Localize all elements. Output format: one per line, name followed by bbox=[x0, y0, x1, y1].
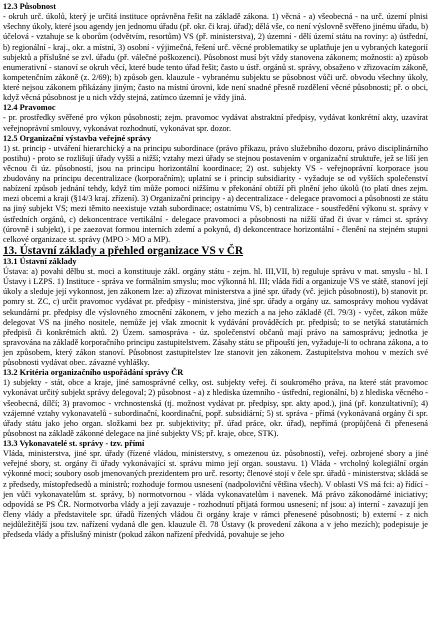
chapter-heading-13: 13. Ústavní základy a přehled organizace VS v ČR bbox=[3, 244, 244, 257]
section-heading-13-2: 13.2 Kritéria organizačního uspořádání správy ČR bbox=[3, 368, 184, 378]
section-body-12-5: 1) st. princip - utváření hierarchický a na principu subordinace (právo příkazu, právo služebního dozoru, právo disciplinárního postihu) - proto se rozlišují úřady vyšší a nižší; vztahy mezi úřady se stejnou postavením v organizační struktuře, jež se liší jen věcnou či úz. působností, jsou na principu horizontální koordinace; 2) ost. subjekty VS - veřejnoprávní korporace jsou zbudovány na principu decentralizace (korporačním); uplatní se i princip subsidiarity - vyžaduje se od vyšších společenství nabízení způsob jednání tehdy, když tím může pomoci nižšímu v překonání obtíží při plnění jeho úkolů (to platí dnes zejm. mezi obcemi a kraji (§14/3 kraj. zřízení). 3) Organizační principy - a) decentralizace - delegace pravomoci a působnosti ze státu na jiný subjekt VS; mezi těmito neexistuje vztah subordinace; ostatnímu VS, b) centralizace - soustředění výkonu st. správy v ústředních orgánů, c) dekoncentrace vertikální - delegace pravomoci a působnosti na nižší úřad či úvar v rámci st. správy (úrovně i subjekt), i pe zaezovat formou interních zdemí a pokynů, d) dekoncentrace horizontální - členění na stejném stupni celkové organizace st. správy (MPO > MO a MP). bbox=[3, 143, 428, 244]
section-body-13-3: Vláda, ministerstva, jiné spr. úřady (řízené vládou, ministerstvy, s omezenou úz. působností), veřej. ozbrojené sbory a jiné veřejné sbory, st. orgány či úřady vykonávající st. správu mimo její organ. soustavu. 1) Vláda - vrcholný kolegiální orgán výkonné moci; soubory osob jmenovaných prezidentem pro urč. resorty; členové stojí v čele spr. úřadů - ministerstva; skládá se z předsedy, místopředsedů a ministrů; rozhoduje formou usnesení (nadpoloviční většina všech). V oblasti VS má fci: a) řídící - jen vůči vykonavatelům st. správy, b) normotvornou - vláda vykonavatelům i navenek. Má právo zákonodárné iniciativy; odpovídá se PS ČR. Normotvorba vlády a její zavazuje - rozhodnutí přijatá formou usnesení; nf jsou: a) interní - zavazují jen členy vlády a představitele spr. úřadů řízených vládou či orgány kraje v rámci přenesené působnosti; b) externí - z nich nejdůležitější jsou tzv. nařízení vydaná dle gen. klauzule čl. 78 Ústavy (k provedení zákona a v jeho mezích); podepisuje je předseda vlády a příslušný ministr (pokud zákon nařízení předvídá, povahuje se jeho bbox=[3, 449, 428, 539]
section-heading-12-3: 12.3 Působnost bbox=[3, 2, 57, 11]
section-body-13-2: 1) subjekty - stát, obce a kraje, jiné samosprávné celky, ost. subjekty veřej. či soukromého práva, na které stát pravomoc vykonávat určitý subjekt správy delegoval; 2) působnost - a) z hlediska územního - ústřední, regionální, b) z hlediska věcného - všeobecná, dílčí; 3) pravomoc - vrchnostenská (tj. možnost vydávat pr. předpisy, spr. akty apod.), jiná (př. konzultativní); 4) vzájemné vztahy vykonavatelů - subordinační, koordinační, popř. subsidiární; 5) st. správa - přímá (vykonávaná orgány či spr. úřady státu jako jeho organ. složkami bez pr. subjektivity; př. úřad práce, okr. úřad), nepřímá (propůjčená či přenesená působnost na základě zákonné delegace na jiné subjekty VS; př. kraje, obce, STK). bbox=[3, 378, 428, 438]
section-body-12-3: - okruh urč. úkolů, který je určitá instituce oprávněna řešit na základě zákona. 1) věcná - a) všeobecná - na urč. území plnisi všechny úkoly, které jsou agendy jen jednomu úřadu (př. okr. či kraj. úřad); dělá vše, co není výslovně svěřeno jinému úřadu, b) účelová - vztahuje se k oborům (odvětvím, resortům) VS (př. ministerstva), 2) územní - dělí území státu na roviny: a) ústřední, b) regionální - kraj., okr. a místní, 3) osobní - výjimečná, řešení urč. věcné problematiky se uplatňuje jen u vybraných kategorií subjektů a příslušné se zvl. úřadu (př. válečné poškozenci). Působnost musí být vždy stanovena zákonem; možnosti: a) způsob enumerativní - stanoví se okruh věcí, které bude tento úřad řešit; často u ústř. orgánů st. správy, obsaženo v zřizovacím zákoně, kompetenčním zákoně (z. 2/69); b) způsob gen. klauzule - vybranému subjektu se působnost vůči urč. obvodu všechny úkoly, které nejsou zákonem přikázány jiným; často na místní úrovni, kde není snadné přesně rozdělení věcné působnosti; př. o obci, když věcná působnost je u nich vždy stejná, zatímco územní je vždy jiná. bbox=[3, 12, 428, 103]
section-body-13-1: Ústava: a) povahi dělbu st. moci a konstituuje zákl. orgány státu - zejm. hl. III,VII, b) reguluje správu v mat. smyslu - hl. I Ústavy i LZPS. 1) Instituce - správa ve formálním smyslu; moc výkonná hl. III; vláda řídí a organizuje VS ve státě, stanoví její úkoly a sleduje její vykonnost, jen zákonem lze: a) zřizovat ministerstva a jiné spr. úřady (vč. jejich působnosti), b) stanovit pr. pomry st. ZC, c) určit pravomoc vydávat pr. předpisy - ministerstva, jiné spr. úřady a orgány uz. samosprávy mohou vydávat sekundární pr. předpisy dle výslovného zmocnění zákonem, v jeho mezích a na jeho základě (čl. 79/3) - vyčet, zákon může delegovat VS na jiného nositele, nemůže jej však zmocnit k vydávání prováděcích pr. předpisů; to se netýká statutárních předpisů či konkrétních aktů. 2) Územ. samospráva - úz. společenství občanů mají právo na samosprávu; jednotka je spravována na základě korporačního principu zastupitelstvem. Zásahy státu se připouští jen, vyžaduje-li to ochrana zákona, a to jen způsobem, který zákon stanoví. Působnost zastupitelstev lze stanovit jen zákonem. Zastupitelstva mohou v mezích své působnosti vydávat obec. závazné vyhlášky. bbox=[3, 267, 428, 367]
section-heading-12-4: 12.4 Pravomoc bbox=[3, 103, 56, 113]
section-body-12-4: - pr. prostředky svěřené pro výkon působnosti; zejm. pravomoc vydávat abstraktní předpisy, vydávat konkrétní akty, uzavírat veřejnoprávní smlouvy, vykonávat rozhodnutí, vykonávat spr. dozor. bbox=[3, 113, 428, 133]
section-heading-13-1: 13.1 Ústavní základy bbox=[3, 256, 77, 266]
section-heading-12-5: 12.5 Organizační výstavba veřejné správy bbox=[3, 133, 152, 143]
section-heading-13-3: 13.3 Vykonavatelé st. správy - tzv. přímí bbox=[3, 438, 145, 448]
